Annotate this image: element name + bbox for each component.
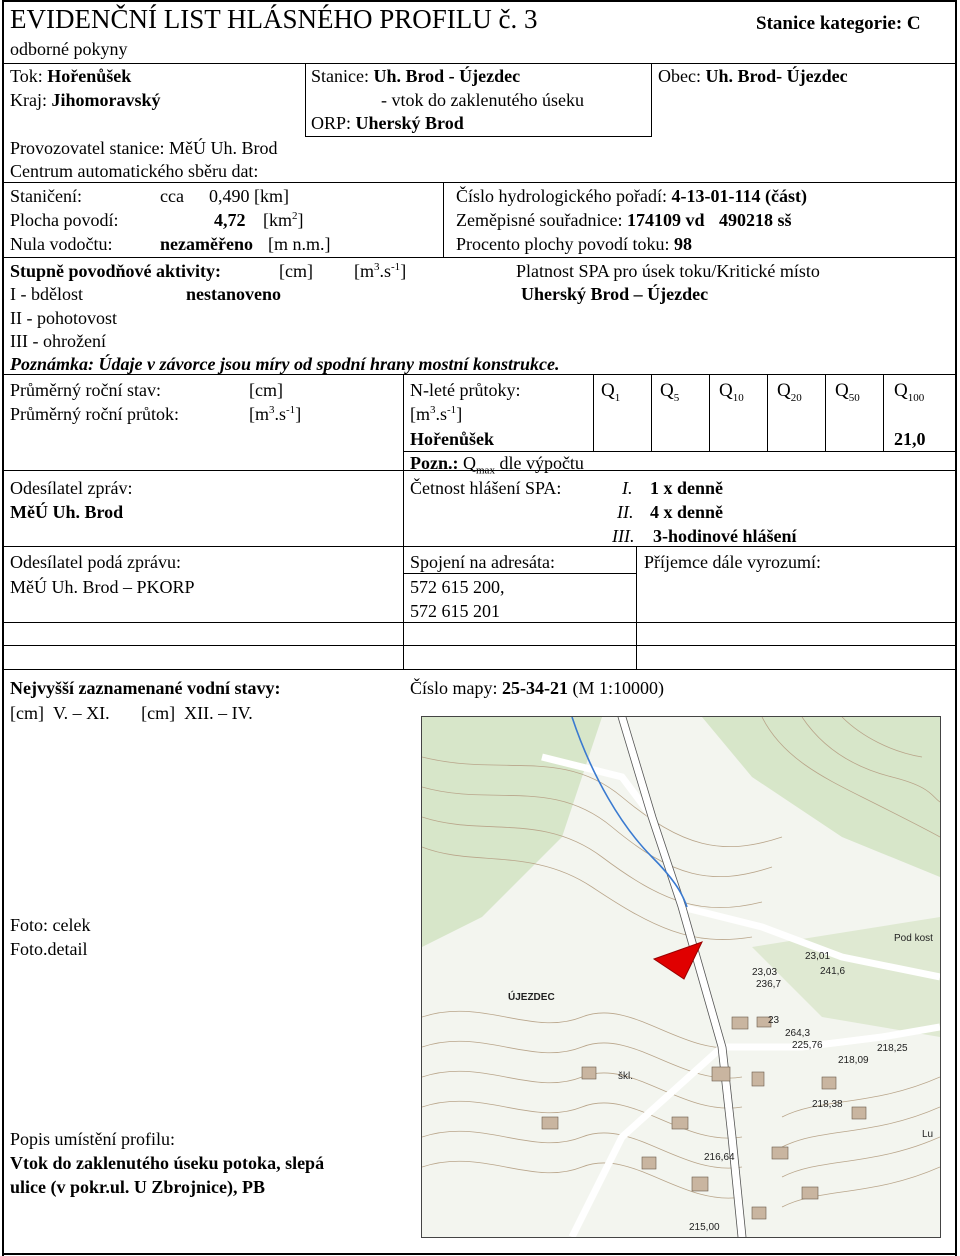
q-label: $Q_{20}$	[777, 380, 802, 404]
q-label: $Q_{10}$	[719, 380, 744, 404]
q-label: $Q_{100}$	[894, 380, 925, 404]
cetnost-level: III.	[612, 526, 635, 546]
cetnost-text: 3-hodinové hlášení	[653, 526, 797, 546]
staniceni-value: 0,490 [km]	[209, 186, 289, 206]
plocha-value: 4,72	[214, 210, 246, 230]
tok-label: Tok:	[10, 66, 43, 86]
tok-value: Hořenůšek	[47, 66, 132, 86]
nula-value: nezaměřeno	[160, 234, 253, 254]
q-label: $Q_5$	[660, 380, 680, 404]
map-number-row: Číslo mapy: 25-34-21 (M 1:10000)	[410, 678, 665, 698]
kraj-row	[10, 91, 161, 109]
orp-value: Uherský Brod	[355, 113, 464, 133]
cetnost-text: 4 x denně	[650, 502, 724, 522]
cetnost-label: Četnost hlášení SPA:	[410, 478, 562, 498]
spa-level-1: I - bdělost	[10, 284, 83, 304]
odesilatel-poda-value: MěÚ Uh. Brod – PKORP	[10, 577, 195, 597]
plocha-unit: $[km^2]$	[263, 210, 304, 230]
spa-level-3: III - ohrožení	[10, 331, 106, 351]
prumer-stav-label: Průměrný roční stav:	[10, 380, 161, 400]
rule	[2, 645, 957, 646]
rule	[403, 546, 404, 670]
obec-value: Uh. Brod- Újezdec	[705, 66, 848, 86]
foto-celek-label: Foto: celek	[10, 915, 91, 935]
map-label: 225,76	[792, 1040, 823, 1051]
procento-label: Procento plochy povodí toku:	[456, 234, 670, 254]
q100-value: 21,0	[894, 429, 926, 449]
map-label: 218,25	[877, 1043, 908, 1054]
odesilatel-value: MěÚ Uh. Brod	[10, 502, 124, 522]
kraj-value: Jihomoravský	[51, 90, 161, 110]
spojeni-phone-2: 572 615 201	[410, 601, 500, 621]
procento-value: 98	[673, 234, 692, 254]
spa-level-1-value: nestanoveno	[186, 284, 282, 304]
frame-top	[2, 0, 957, 2]
frame-left	[2, 0, 4, 1256]
rule	[403, 573, 637, 574]
document-title: EVIDENČNÍ LIST HLÁSNÉHO PROFILU č. 3	[10, 4, 538, 34]
map-label: Lu	[922, 1129, 934, 1140]
procento-row	[456, 235, 692, 253]
plocha-label: Plocha povodí:	[10, 210, 119, 230]
nula-label: Nula vodočtu:	[10, 234, 113, 254]
platnost-value: Uherský Brod – Újezdec	[521, 284, 709, 304]
tok-row	[10, 67, 131, 85]
map-label: 218,09	[838, 1055, 869, 1066]
rule	[2, 622, 957, 623]
rule	[593, 374, 594, 451]
souradnice-vd: 174109 vd	[626, 210, 705, 230]
station-category: Stanice kategorie: C	[756, 13, 921, 34]
prumer-prutok-label: Průměrný roční průtok:	[10, 404, 179, 424]
rule	[2, 669, 957, 670]
rule	[709, 374, 710, 451]
rule	[403, 451, 957, 452]
rule	[883, 374, 884, 451]
rule	[2, 182, 957, 183]
location-map	[421, 716, 941, 1238]
souradnice-ss: 490218 sš	[718, 210, 792, 230]
rule	[2, 374, 957, 375]
souradnice-row	[456, 211, 791, 229]
rule	[443, 182, 444, 257]
cislo-hydro-label: Číslo hydrologického pořadí:	[456, 186, 667, 206]
staniceni-label: Staničení:	[10, 186, 82, 206]
map-label: 264,3	[785, 1028, 811, 1039]
provozovatel-row	[10, 139, 277, 157]
rule	[403, 374, 404, 470]
souradnice-label: Zeměpisné souřadnice:	[456, 210, 623, 230]
cetnost-level: I.	[622, 478, 633, 498]
popis-line-2: ulice (v pokr.ul. U Zbrojnice), PB	[10, 1177, 266, 1197]
rule	[305, 136, 652, 137]
rule	[305, 63, 306, 136]
document-subtitle: odborné pokyny	[10, 39, 128, 59]
nlete-label: N-leté průtoky:	[410, 380, 521, 400]
nlete-unit: $[m^3.s^{-1}]$	[410, 404, 463, 424]
extremes-row: [cm] V. – XI. [cm] XII. – IV.	[10, 703, 253, 723]
spa-title: Stupně povodňové aktivity:	[10, 261, 222, 281]
prumer-stav-unit: [cm]	[249, 380, 283, 400]
map-label: 216,64	[704, 1152, 735, 1163]
rule	[636, 546, 637, 670]
spa-note: Poznámka: Údaje v závorce jsou míry od spodní hrany mostní konstrukce.	[10, 354, 560, 374]
rule	[651, 63, 652, 136]
orp-label: ORP:	[311, 113, 352, 133]
obec-label: Obec:	[658, 66, 701, 86]
provozovatel-value: MěÚ Uh. Brod	[168, 138, 278, 158]
obec-row	[658, 67, 848, 85]
stanice-value: Uh. Brod - Újezdec	[373, 66, 521, 86]
map-label: 241,6	[820, 966, 846, 977]
stanice-row	[311, 67, 520, 85]
popis-label: Popis umístění profilu:	[10, 1129, 176, 1149]
popis-line-1: Vtok do zaklenutého úseku potoka, slepá	[10, 1153, 325, 1173]
map-label: 218,38	[812, 1099, 843, 1110]
prumer-prutok-unit: $[m^3.s^{-1}]$	[249, 404, 302, 424]
extremes-label: Nejvyšší zaznamenané vodní stavy:	[10, 678, 281, 698]
kraj-label: Kraj:	[10, 90, 47, 110]
rule	[2, 63, 957, 64]
nula-unit: [m n.m.]	[268, 234, 331, 254]
q-label: $Q_{50}$	[835, 380, 860, 404]
cetnost-text: 1 x denně	[650, 478, 724, 498]
stanice-label: Stanice:	[311, 66, 369, 86]
cetnost-level: II.	[617, 502, 634, 522]
spojeni-label: Spojení na adresáta:	[410, 552, 555, 572]
river-name: Hořenůšek	[410, 429, 495, 449]
spa-unit-m3: $[m^3.s^{-1}]$	[354, 261, 407, 281]
map-label: 236,7	[756, 979, 782, 990]
rule	[2, 546, 957, 547]
rule	[403, 470, 404, 546]
q-label: $Q_1$	[601, 380, 621, 404]
prijemce-label: Příjemce dále vyrozumí:	[644, 552, 821, 572]
map-label: 215,00	[689, 1222, 720, 1233]
staniceni-prefix: cca	[160, 186, 184, 206]
rule	[825, 374, 826, 451]
map-label: 23,03	[752, 967, 778, 978]
orp-row	[311, 114, 464, 132]
pozn-row: Pozn.: $Q_{max}$ dle výpočtu	[410, 453, 584, 477]
map-label: Pod kost	[894, 933, 933, 944]
platnost-label: Platnost SPA pro úsek toku/Kritické místo	[516, 261, 820, 281]
map-label: 23,01	[805, 951, 831, 962]
frame-bottom	[2, 1253, 957, 1255]
map-label: škl.	[618, 1071, 633, 1082]
map-svg	[422, 717, 940, 1237]
rule	[2, 257, 957, 258]
foto-detail-label: Foto.detail	[10, 939, 88, 959]
spa-unit-cm: [cm]	[279, 261, 313, 281]
rule	[651, 374, 652, 451]
centrum-label: Centrum automatického sběru dat:	[10, 161, 259, 181]
odesilatel-poda-label: Odesílatel podá zprávu:	[10, 552, 181, 572]
cislo-hydro-value: 4-13-01-114 (část)	[671, 186, 807, 206]
rule	[767, 374, 768, 451]
map-label: ÚJEZDEC	[508, 992, 555, 1003]
spa-level-2: II - pohotovost	[10, 308, 117, 328]
spojeni-phone-1: 572 615 200,	[410, 577, 505, 597]
frame-right	[955, 0, 957, 1256]
provozovatel-label: Provozovatel stanice:	[10, 138, 165, 158]
map-label: 23	[768, 1015, 780, 1026]
odesilatel-label: Odesílatel zpráv:	[10, 478, 133, 498]
cislo-hydro-row	[456, 187, 807, 205]
stanice-line2: - vtok do zaklenutého úseku	[381, 90, 584, 110]
